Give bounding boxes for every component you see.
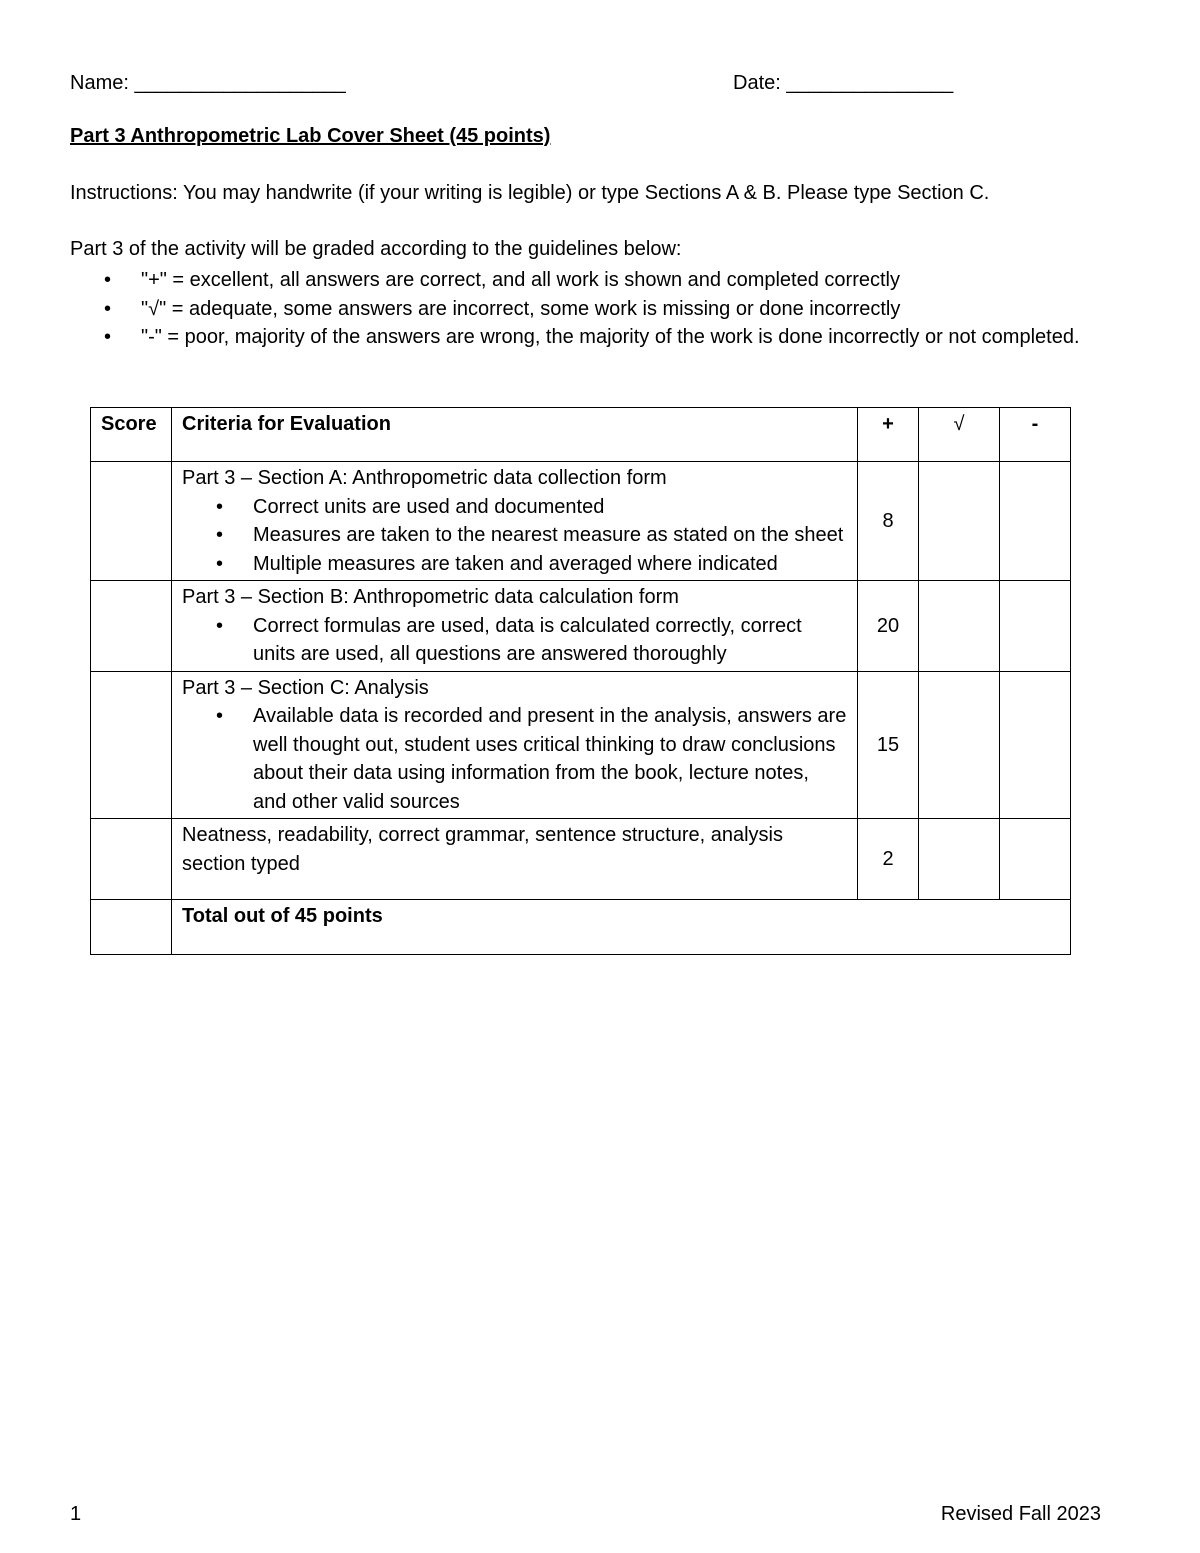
total-row <box>91 900 1071 955</box>
criteria-cell <box>172 581 858 672</box>
page-number: 1 <box>70 1503 82 1525</box>
minus-header: - <box>1000 408 1071 462</box>
table-row <box>91 462 1071 581</box>
score-cell[interactable] <box>91 462 172 581</box>
criteria-list <box>182 493 847 579</box>
date-field[interactable]: Date: _______________ <box>733 72 954 94</box>
score-cell[interactable] <box>91 671 172 819</box>
criteria-list <box>182 612 847 669</box>
total-label: Total out of 45 points <box>172 900 1071 955</box>
check-header: √ <box>919 408 1000 462</box>
points-cell: 2 <box>858 819 919 900</box>
check-cell[interactable] <box>919 581 1000 672</box>
list-item: • Measures are taken to the nearest measure as stated on the sheet <box>182 521 847 550</box>
guideline-adequate: • "√" = adequate, some answers are incorrect, some work is missing or done incorrectly <box>70 295 1080 324</box>
grading-intro: Part 3 of the activity will be graded according to the guidelines below: <box>70 238 682 260</box>
minus-cell[interactable] <box>1000 819 1071 900</box>
criteria-cell <box>172 819 858 900</box>
check-cell[interactable] <box>919 671 1000 819</box>
revision-note: Revised Fall 2023 <box>940 1503 1101 1525</box>
criteria-header: Criteria for Evaluation <box>172 408 858 462</box>
minus-cell[interactable] <box>1000 671 1071 819</box>
list-item: • Correct units are used and documented <box>182 493 847 522</box>
score-cell[interactable] <box>91 581 172 672</box>
points-cell: 20 <box>858 581 919 672</box>
points-cell: 15 <box>858 671 919 819</box>
criteria-cell <box>172 671 858 819</box>
list-item: • Correct formulas are used, data is calculated correctly, correct units are used, all questions are answered thoroughly <box>182 612 847 669</box>
instructions-text: Instructions: You may handwrite (if your writing is legible) or type Sections A & B. Please type Section C. <box>70 182 990 204</box>
name-field[interactable]: Name: ___________________ <box>70 72 346 94</box>
minus-cell[interactable] <box>1000 462 1071 581</box>
check-cell[interactable] <box>919 462 1000 581</box>
criteria-title: Part 3 – Section C: Analysis <box>182 676 429 699</box>
table-row <box>91 819 1071 900</box>
criteria-title: Part 3 – Section B: Anthropometric data calculation form <box>182 586 679 608</box>
list-item: • Multiple measures are taken and averaged where indicated <box>182 550 847 579</box>
criteria-list <box>182 702 847 816</box>
criteria-cell <box>172 462 858 581</box>
total-score-cell[interactable] <box>91 900 172 955</box>
guideline-poor: • "-" = poor, majority of the answers are wrong, the majority of the work is done incorrectly or not completed. <box>70 323 1080 352</box>
plus-header: + <box>858 408 919 462</box>
rubric-table <box>90 407 1071 955</box>
rubric-header-row <box>91 408 1071 462</box>
points-cell: 8 <box>858 462 919 581</box>
minus-cell[interactable] <box>1000 581 1071 672</box>
list-item: • Available data is recorded and present in the analysis, answers are well thought out, student uses critical thinking to draw conclusions about their data using information from the book, lecture notes, and other valid sources <box>182 702 847 816</box>
table-row <box>91 671 1071 819</box>
page-title: Part 3 Anthropometric Lab Cover Sheet (45 points) <box>70 125 551 147</box>
score-cell[interactable] <box>91 819 172 900</box>
score-header: Score <box>91 408 172 462</box>
criteria-title: Neatness, readability, correct grammar, sentence structure, analysis section typed <box>182 824 783 875</box>
check-cell[interactable] <box>919 819 1000 900</box>
grading-guidelines-list <box>70 266 1080 352</box>
criteria-title: Part 3 – Section A: Anthropometric data collection form <box>182 467 667 489</box>
guideline-excellent: • "+" = excellent, all answers are correct, and all work is shown and completed correctly <box>70 266 1080 295</box>
table-row <box>91 581 1071 672</box>
